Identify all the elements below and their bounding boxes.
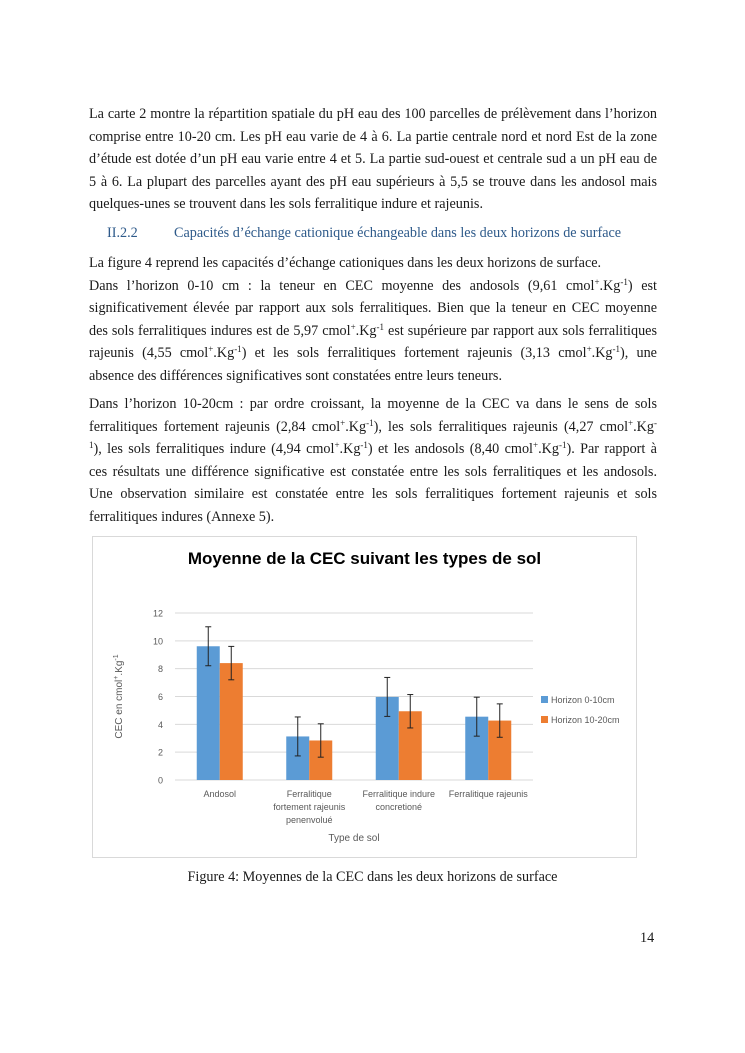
text-line: ces résultats une différence significative est constatée entre les sols ferralitiques et les andosols. bbox=[89, 463, 657, 480]
x-tick-label: penenvolué bbox=[285, 815, 333, 825]
x-tick-label: Ferralitique bbox=[286, 789, 332, 799]
y-axis-label: CEC en $cmol^+.Kg^{-1}$ bbox=[113, 654, 125, 739]
paragraph-horizon-0-10 bbox=[89, 252, 657, 387]
figure-caption: Figure 4: Moyennes de la CEC dans les deux horizons de surface bbox=[187, 869, 558, 885]
legend-label: Horizon 10-20cm bbox=[551, 715, 620, 725]
text-line: significativement élevée par rapport aux sols ferralitiques. Bien que la teneur en CEC moyenne bbox=[89, 300, 657, 316]
y-tick-label: 2 bbox=[157, 747, 163, 758]
page-number: 14 bbox=[640, 930, 655, 946]
bar bbox=[220, 663, 243, 780]
y-tick-label: 4 bbox=[157, 719, 163, 730]
x-tick-label: Andosol bbox=[203, 789, 237, 799]
y-tick-label: 12 bbox=[152, 608, 163, 619]
text-line: des sols ferralitiques indures est de 5,97 $cmol^+.Kg^{-1}$ est supérieure par rapport aux sols ferralitiques bbox=[89, 321, 657, 339]
chart-cec bbox=[92, 536, 637, 858]
text-line: comprise entre 10-20 cm. Les pH eau varie de 4 à 6. La partie centrale nord et nord Est de la zone bbox=[89, 128, 657, 145]
chart-title: Moyenne de la CEC suivant les types de sol bbox=[187, 549, 542, 568]
y-tick-label: 8 bbox=[157, 664, 163, 675]
bar bbox=[197, 646, 220, 780]
text-line: quelques-unes se trouvent dans les sols ferralitique indure et rajeunis. bbox=[89, 196, 483, 212]
legend-swatch bbox=[541, 696, 548, 703]
text-line: 5 à 6. La plupart des parcelles ayant des pH eau supérieurs à 5,5 se trouve dans les andosol mais bbox=[89, 173, 657, 190]
text-line: rajeunis (4,55 $cmol^+.Kg^{-1}$) et les sols ferralitiques fortement rajeunis (3,13 $cmol^+.Kg^{-1}$), une bbox=[89, 344, 657, 361]
x-tick-label: concretioné bbox=[375, 802, 423, 812]
chart-plot bbox=[93, 537, 636, 857]
y-tick-label: 10 bbox=[152, 636, 163, 647]
text-line: $^1$), les sols ferralitiques indure (4,94 $cmol^+.Kg^{-1}$) et les andosols (8,40 $cmol^+.Kg^{-1}$). Par rapport à bbox=[89, 440, 657, 457]
y-tick-label: 6 bbox=[157, 692, 163, 702]
paragraph-ph-map bbox=[89, 103, 657, 216]
text-line: Une observation similaire est constatée entre les sols ferralitiques fortement rajeunis et sols bbox=[89, 486, 657, 502]
text-line: d’étude est dotée d’un pH eau varie entre 4 et 5. La partie sud-ouest et centrale sud a un pH eau de bbox=[89, 151, 657, 167]
text-line: Dans l’horizon 0-10 cm : la teneur en CEC moyenne des andosols (9,61 $cmol^+.Kg^{-1}$) est bbox=[89, 276, 657, 294]
y-tick-label: 0 bbox=[157, 775, 163, 786]
text-line: Dans l’horizon 10-20cm : par ordre croissant, la moyenne de la CEC va dans le sens de sols bbox=[89, 396, 657, 412]
legend-swatch bbox=[541, 716, 548, 723]
section-number: II.2.2 bbox=[107, 225, 138, 241]
x-tick-label: Ferralitique rajeunis bbox=[448, 789, 528, 799]
section-title: Capacités d’échange cationique échangeable dans les deux horizons de surface bbox=[174, 225, 622, 241]
text-line: ferralitiques fortement rajeunis (2,84 $cmol^+.Kg^{-1}$), les sols ferralitiques rajeunis (4,27 cmol+.Kg- bbox=[89, 417, 658, 435]
paragraph-horizon-10-20 bbox=[89, 393, 657, 528]
x-axis-label: Type de sol bbox=[328, 833, 380, 844]
legend-label: Horizon 0-10cm bbox=[551, 695, 615, 705]
text-line: absence des différences significatives sont constatées entre leurs teneurs. bbox=[89, 367, 502, 384]
section-heading bbox=[107, 225, 621, 242]
text-line: La carte 2 montre la répartition spatiale du pH eau des 100 parcelles de prélèvement dans l’horizon bbox=[89, 106, 657, 122]
x-tick-label: fortement rajeunis bbox=[273, 802, 346, 812]
text-line: La figure 4 reprend les capacités d’échange cationiques dans les deux horizons de surface. bbox=[89, 255, 602, 271]
text-line: ferralitiques indures (Annexe 5). bbox=[89, 508, 275, 525]
x-tick-label: Ferralitique indure bbox=[362, 789, 436, 799]
